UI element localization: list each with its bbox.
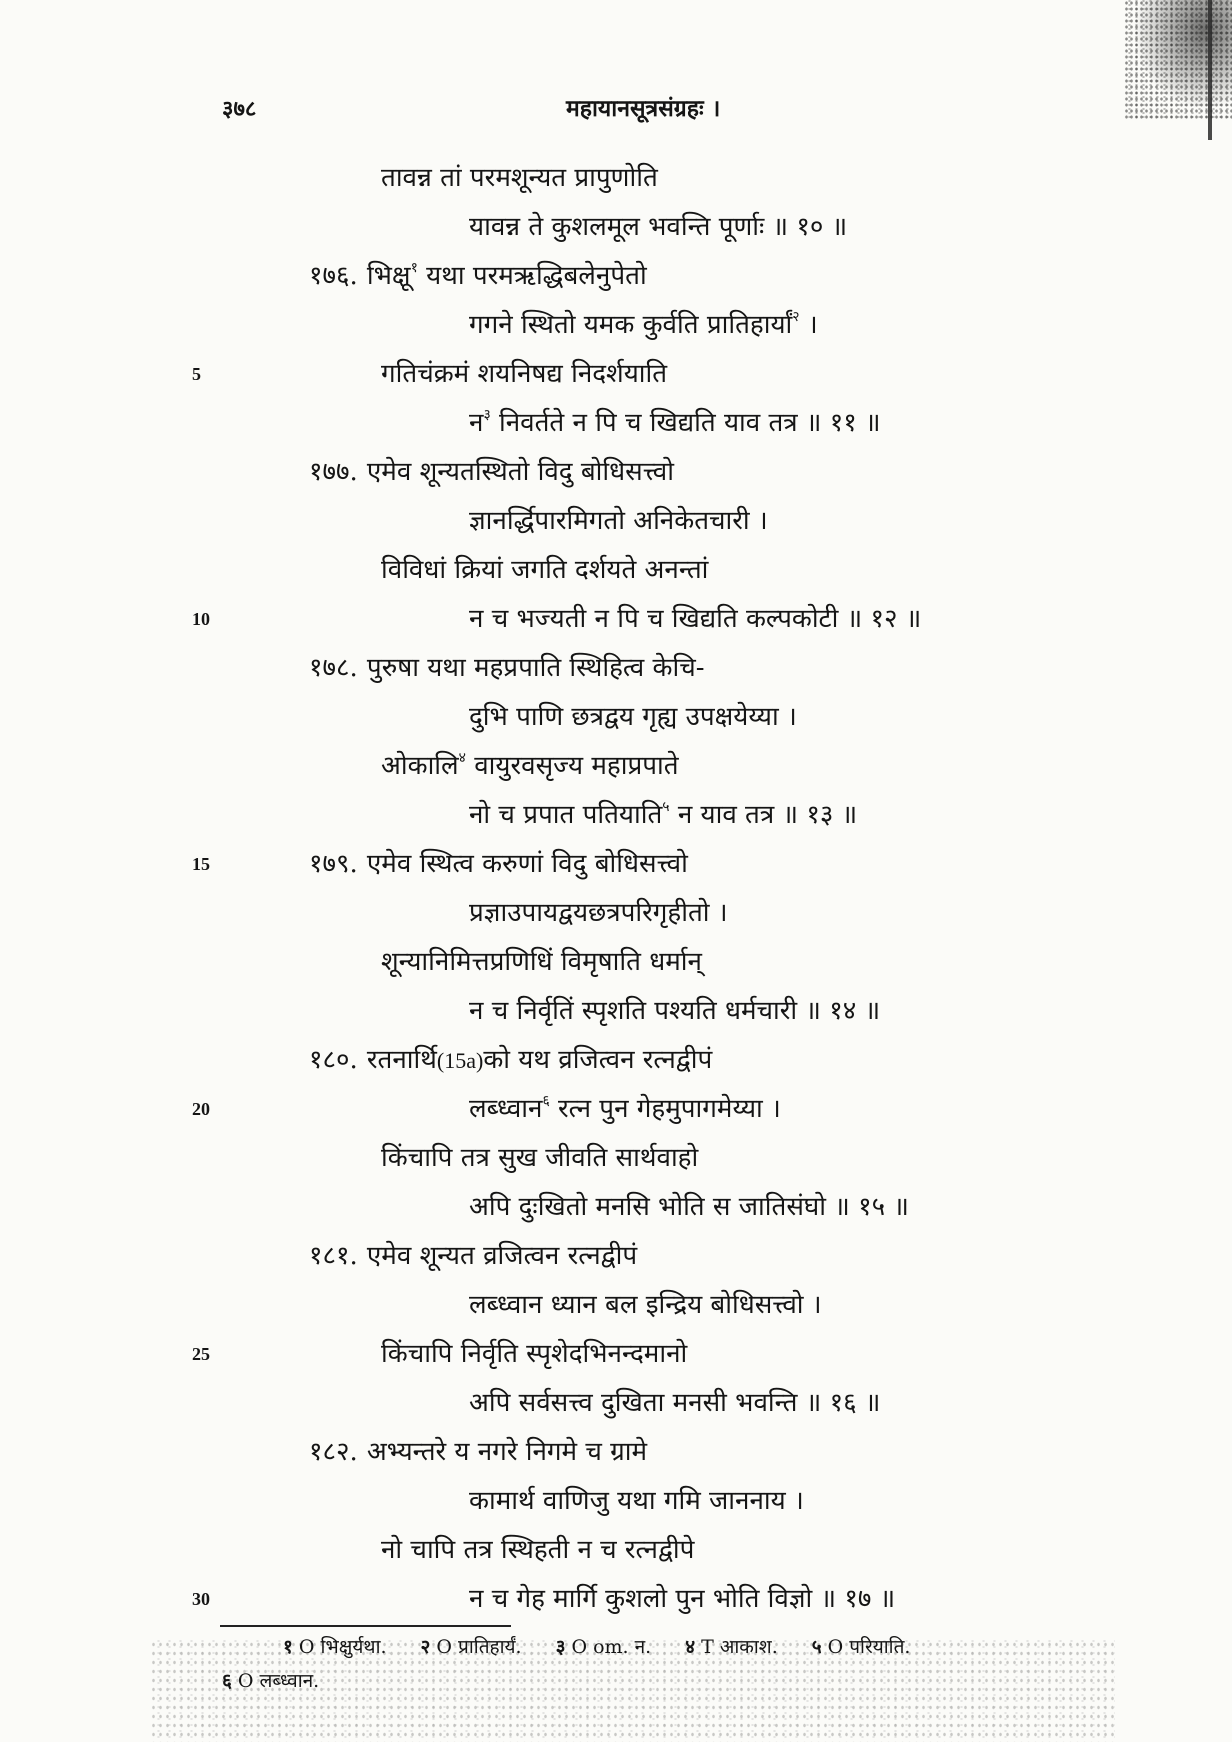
footnote [685, 1636, 778, 1658]
scan-noise [1124, 0, 1232, 120]
verse-text: नो च प्रपात पतियाति [469, 800, 663, 830]
line-number: 25 [192, 1344, 210, 1364]
footnote-marker: ६ [542, 1093, 550, 1109]
verse-text: यावन्न ते कुशलमूल भवन्ति पूर्णाः ॥ १० ॥ [469, 212, 848, 242]
verse-line [0, 350, 1232, 399]
verse-line [0, 252, 1232, 301]
running-title: महायानसूत्रसंग्रहः । [566, 95, 721, 122]
footnote-text: O om. न. [571, 1636, 652, 1658]
footnote-number: ५ [811, 1636, 822, 1658]
footnote-number: ३ [555, 1636, 566, 1658]
verse-line [0, 791, 1232, 840]
footnote-number: २ [420, 1636, 431, 1658]
verse-text: निवर्तते न पि च खिद्यति याव तत्र ॥ ११ ॥ [490, 408, 881, 438]
verse-line [0, 154, 1232, 203]
footnote-number: ६ [222, 1670, 232, 1692]
footnote-marker: १ [410, 260, 418, 276]
verse-text: न च गेह मार्गि कुशलो पुन भोति विज्ञो ॥ १७ ॥ [469, 1584, 896, 1614]
verse-line [0, 987, 1232, 1036]
verse-line [0, 1379, 1232, 1428]
verse-line [0, 1085, 1232, 1134]
verse-text: यथा परमऋद्धिबलेनुपेतो [417, 261, 647, 291]
footnote-text: O परियाति. [827, 1636, 911, 1658]
verse-line [0, 840, 1232, 889]
footnote-marker: ४ [458, 750, 466, 766]
footnotes [0, 1630, 1232, 1698]
verse-line [0, 1428, 1232, 1477]
verse-text: लब्ध्वान ध्यान बल इन्द्रिय बोधिसत्त्वो । [469, 1290, 822, 1320]
verse-line [0, 889, 1232, 938]
verse-text: । [799, 310, 818, 340]
footnote-text: O भिक्षुर्यथा. [298, 1636, 387, 1658]
verse-number: १८०. [309, 1045, 358, 1075]
footnote-marker: ५ [662, 799, 670, 815]
verse-line [0, 1281, 1232, 1330]
footnote [812, 1636, 911, 1658]
footnote-text: O प्रातिहार्यं. [436, 1636, 522, 1658]
verse-text: कामार्थ वाणिजु यथा गमि जाननाय । [469, 1486, 804, 1516]
verse-number: १८१. [309, 1241, 358, 1271]
verse-line [0, 497, 1232, 546]
verse-number: १७७. [309, 457, 358, 487]
verse-text: गतिचंक्रमं शयनिषद्य निदर्शयाति [381, 359, 668, 389]
verse-text: रत्न पुन गेहमुपागमेय्या । [549, 1094, 781, 1124]
verse-text: तावन्न तां परमशून्यत प्रापुणोति [381, 163, 658, 193]
verse-number: १७८. [309, 653, 358, 683]
line-number: 30 [192, 1589, 210, 1609]
verse-line [0, 1232, 1232, 1281]
manuscript-folio-ref: (15a) [436, 1048, 484, 1073]
footnote [556, 1636, 652, 1658]
verse-text: शून्यानिमित्तप्रणिधिं विमृषाति धर्मान् [381, 947, 702, 977]
verse-text: न [469, 408, 484, 438]
verse-text: नो चापि तत्र स्थिहती न च रत्नद्वीपे [381, 1535, 695, 1565]
verse-text: अपि सर्वसत्त्व दुखिता मनसी भवन्ति ॥ १६ ॥ [469, 1388, 881, 1418]
verse-text: न याव तत्र ॥ १३ ॥ [669, 800, 858, 830]
verse-line [0, 301, 1232, 350]
verse-line [0, 1134, 1232, 1183]
verse-line [0, 1526, 1232, 1575]
line-number: 15 [192, 854, 210, 874]
verse-line [0, 448, 1232, 497]
verse-line [0, 1330, 1232, 1379]
verse-line [0, 1575, 1232, 1624]
verse-text: भिक्षू [366, 261, 411, 291]
verse-text: पुरुषा यथा महप्रपाति स्थिहित्व केचि- [366, 653, 705, 683]
verse-line [0, 1036, 1232, 1085]
verse-line [0, 595, 1232, 644]
verse-text: अभ्यन्तरे य नगरे निगमे च ग्रामे [366, 1437, 648, 1467]
verse-line [0, 546, 1232, 595]
footnote [222, 1670, 319, 1692]
verse-text: प्रज्ञाउपायद्वयछत्रपरिगृहीतो । [469, 898, 728, 928]
verse-text: गगने स्थितो यमक कुर्वति प्रातिहार्यां [469, 310, 793, 340]
verse-text: को यथ व्रजित्वन रत्नद्वीपं [483, 1045, 713, 1075]
footnote [283, 1636, 387, 1658]
footnote [421, 1636, 522, 1658]
verse-line [0, 693, 1232, 742]
verse-text: विविधां क्रियां जगति दर्शयते अनन्तां [381, 555, 709, 585]
verse-text: एमेव स्थित्व करुणां विदु बोधिसत्त्वो [366, 849, 688, 879]
verse-text-block [0, 154, 1232, 1624]
footnote-rule [220, 1625, 511, 1627]
footnote-marker: ३ [483, 407, 491, 423]
verse-number: १७६. [309, 261, 358, 291]
footnote-text: O लब्ध्वान. [237, 1670, 320, 1692]
verse-line [0, 644, 1232, 693]
verse-text: न च निर्वृतिं स्पृशति पश्यति धर्मचारी ॥ १४ ॥ [469, 996, 881, 1026]
verse-line [0, 203, 1232, 252]
footnote-line [0, 1664, 1232, 1698]
footnote-marker: २ [792, 309, 800, 325]
verse-text: लब्ध्वान [469, 1094, 543, 1124]
verse-text: किंचापि तत्र सुख जीवति सार्थवाहो [381, 1143, 699, 1173]
verse-text: वायुरवसृज्य महाप्रपाते [465, 751, 679, 781]
verse-line [0, 399, 1232, 448]
footnote-text: T आकाश. [701, 1636, 778, 1658]
page-number: ३७८ [222, 96, 257, 122]
verse-number: १८२. [309, 1437, 358, 1467]
line-number: 10 [192, 609, 210, 629]
verse-text: ओकालि [381, 751, 459, 781]
footnote-number: १ [283, 1636, 293, 1658]
footnote-number: ४ [685, 1636, 696, 1658]
verse-text: ज्ञानर्द्धिपारमिगतो अनिकेतचारी । [469, 506, 768, 536]
verse-text: अपि दुःखितो मनसि भोति स जातिसंघो ॥ १५ ॥ [469, 1192, 909, 1222]
verse-line [0, 1183, 1232, 1232]
verse-text: एमेव शून्यत व्रजित्वन रत्नद्वीपं [366, 1241, 638, 1271]
verse-line [0, 742, 1232, 791]
verse-text: किंचापि निर्वृति स्पृशेदभिनन्दमानो [381, 1339, 688, 1369]
verse-text: रतनार्थि [366, 1045, 437, 1075]
verse-line [0, 1477, 1232, 1526]
scan-noise [1208, 0, 1212, 140]
line-number: 20 [192, 1099, 210, 1119]
verse-text: एमेव शून्यतस्थितो विदु बोधिसत्त्वो [366, 457, 674, 487]
verse-text: दुभि पाणि छत्रद्वय गृह्य उपक्षयेय्या । [469, 702, 797, 732]
line-number: 5 [192, 364, 201, 384]
verse-number: १७९. [309, 849, 358, 879]
footnote-line [0, 1630, 1232, 1664]
verse-line [0, 938, 1232, 987]
verse-text: न च भज्यती न पि च खिद्यति कल्पकोटी ॥ १२ ॥ [469, 604, 922, 634]
